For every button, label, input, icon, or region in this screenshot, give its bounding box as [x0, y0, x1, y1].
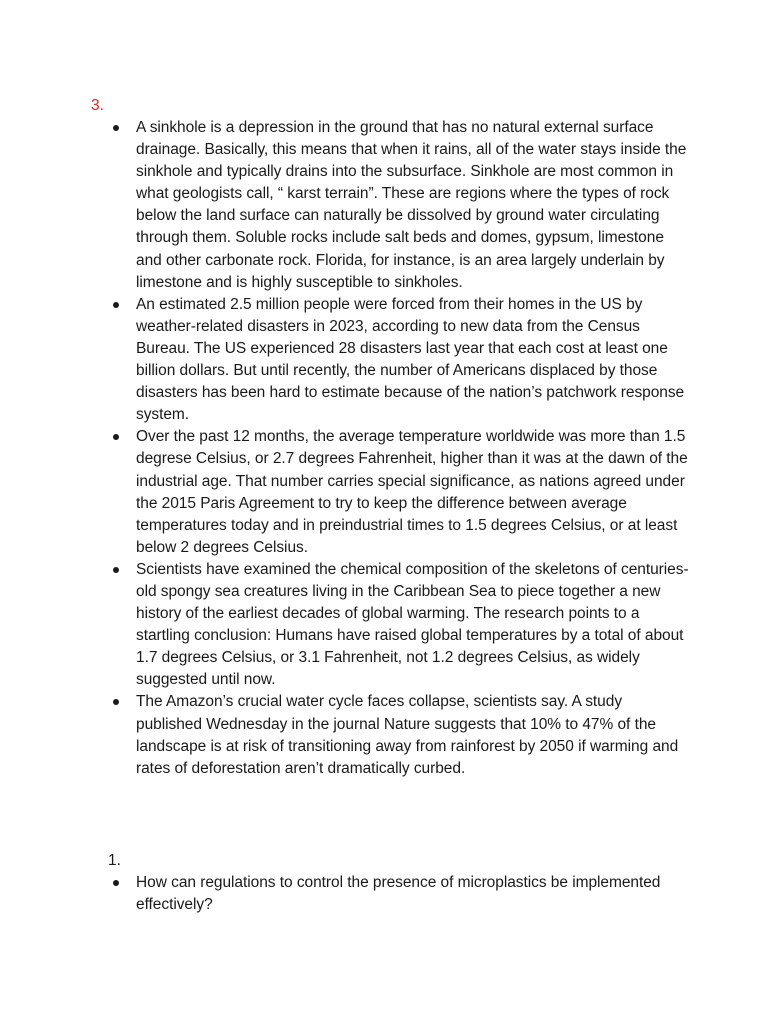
bullet-text-sponges: Scientists have examined the chemical composition of the skeletons of centuries-old spongy sea creatures living in the Caribbean Sea to piece together a new history of the earliest decades of global warming. The research points to a startling conclusion: Humans have raised global temperatures by a total of about 1.7 degrees Celsius, or 3.1 Fahrenheit, not 1.2 degrees Celsius, as widely suggested until now. — [136, 560, 689, 689]
list-item — [112, 559, 692, 692]
list-item — [112, 294, 692, 427]
bullet-icon — [113, 699, 119, 705]
bullet-icon — [113, 302, 119, 308]
bullet-text-sinkhole: A sinkhole is a depression in the ground that has no natural external surface drainage. Basically, this means that when it rains, all of the water stays inside the sinkhole and typically drains into the subsurface. Sinkhole are most common in what geologists call, “ karst terrain”. These are regions where the types of rock below the land surface can naturally be dissolved by ground water circulating through them. Soluble rocks include salt beds and domes, gypsum, limestone and other carbonate rock. Florida, for instance, is an area largely underlain by limestone and is highly susceptible to sinkholes. — [136, 119, 687, 291]
list-item — [112, 872, 692, 916]
bullet-text-microplastics: How can regulations to control the presence of microplastics be implemented effectively? — [136, 874, 661, 914]
bullet-icon — [113, 567, 119, 573]
list-item — [112, 691, 692, 779]
bullet-icon — [113, 880, 119, 886]
list-item — [112, 426, 692, 559]
section-1-bullet-list — [112, 872, 692, 916]
section-3-bullet-list — [112, 117, 692, 780]
bullet-text-amazon: The Amazon’s crucial water cycle faces collapse, scientists say. A study published Wednesday in the journal Nature suggests that 10% to 47% of the landscape is at risk of transitioning away from rainforest by 2050 if warming and rates of deforestation aren’t dramatically curbed. — [136, 693, 679, 777]
section-3-number: 3. — [91, 97, 104, 114]
section-1-number: 1. — [108, 852, 121, 869]
list-item — [112, 117, 692, 294]
bullet-text-temperature: Over the past 12 months, the average temperature worldwide was more than 1.5 degrese Celsius, or 2.7 degrees Fahrenheit, higher than it was at the dawn of the industrial age. That number carries special significance, as nations agreed under the 2015 Paris Agreement to try to keep the difference between average temperatures today and in preindustrial times to 1.5 degrees Celsius, or at least below 2 degrees Celsius. — [136, 428, 688, 556]
bullet-icon — [113, 434, 119, 440]
bullet-text-displaced-people: An estimated 2.5 million people were forced from their homes in the US by weather-related disasters in 2023, according to new data from the Census Bureau. The US experienced 28 disasters last year that each cost at least one billion dollars. But until recently, the number of Americans displaced by those disasters has been hard to estimate because of the nation’s patchwork response system. — [136, 295, 685, 424]
bullet-icon — [113, 125, 119, 131]
